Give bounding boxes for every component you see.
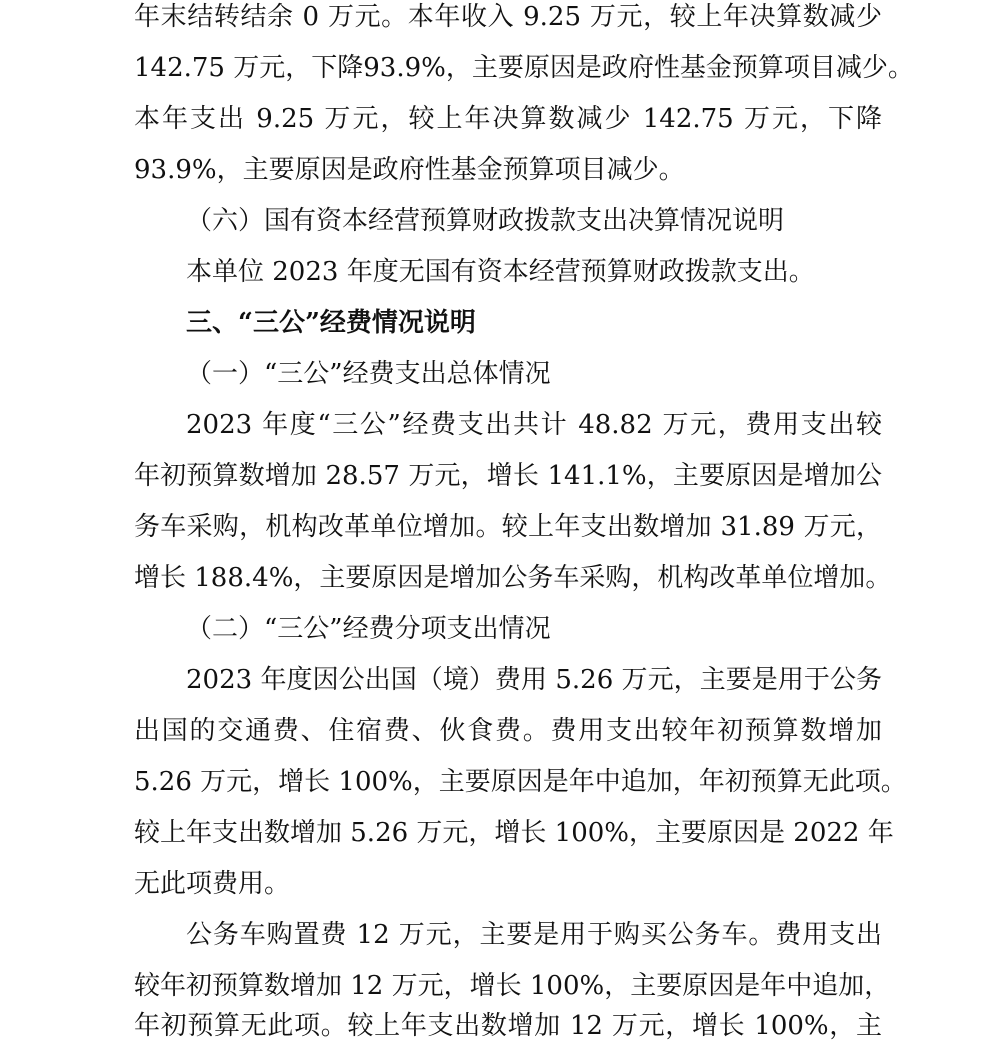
paragraph-line: 本年支出 9.25 万元，较上年决算数减少 142.75 万元，下降 — [134, 104, 882, 134]
subsection-heading-1: （一）“三公”经费支出总体情况 — [186, 359, 551, 389]
paragraph-line: 增长 188.4%，主要原因是增加公务车采购，机构改革单位增加。 — [134, 563, 892, 593]
paragraph-line: 出国的交通费、住宿费、伙食费。费用支出较年初预算数增加 — [134, 716, 882, 746]
paragraph-line: 5.26 万元，增长 100%，主要原因是年中追加，年初预算无此项。 — [134, 767, 907, 797]
paragraph-line: 年初预算数增加 28.57 万元，增长 141.1%，主要原因是增加公 — [134, 461, 882, 491]
paragraph-line: 年末结转结余 0 万元。本年收入 9.25 万元，较上年决算数减少 — [134, 2, 882, 32]
paragraph-line: 务车采购，机构改革单位增加。较上年支出数增加 31.89 万元， — [134, 512, 882, 542]
paragraph-line: 较上年支出数增加 5.26 万元，增长 100%，主要原因是 2022 年 — [134, 818, 894, 848]
section-heading-3: 三、“三公”经费情况说明 — [186, 308, 476, 338]
paragraph-line: 本单位 2023 年度无国有资本经营预算财政拨款支出。 — [186, 257, 815, 287]
paragraph-line: 公务车购置费 12 万元，主要是用于购买公务车。费用支出 — [186, 920, 882, 950]
paragraph-line: 年初预算无此项。较上年支出数增加 12 万元，增长 100%，主 — [134, 1011, 882, 1041]
subsection-heading-2: （二）“三公”经费分项支出情况 — [186, 614, 551, 644]
paragraph-line: 2023 年度因公出国（境）费用 5.26 万元，主要是用于公务 — [186, 665, 882, 695]
paragraph-line: 93.9%，主要原因是政府性基金预算项目减少。 — [134, 155, 685, 185]
paragraph-line: 无此项费用。 — [134, 869, 291, 899]
paragraph-line: 142.75 万元，下降93.9%，主要原因是政府性基金预算项目减少。 — [134, 53, 914, 83]
paragraph-line: 2023 年度“三公”经费支出共计 48.82 万元，费用支出较 — [186, 410, 882, 440]
paragraph-line: 较年初预算数增加 12 万元，增长 100%，主要原因是年中追加， — [134, 971, 891, 1001]
section-heading-6: （六）国有资本经营预算财政拨款支出决算情况说明 — [186, 206, 785, 236]
